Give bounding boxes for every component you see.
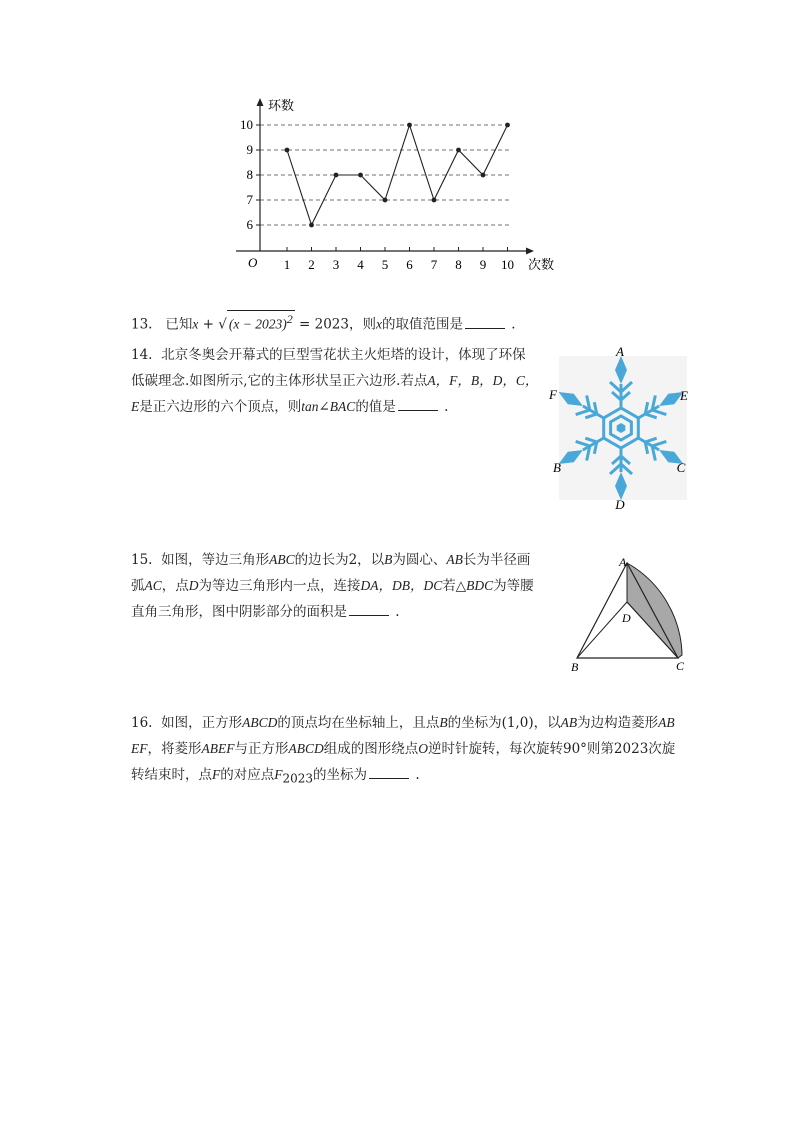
- x-tick-label: 1: [283, 257, 291, 272]
- y-tick-label: 6: [246, 217, 253, 232]
- q15-l1g: 长为半径画: [462, 552, 531, 568]
- q15-l2i: 为等腰: [493, 578, 534, 594]
- line-chart: [230, 92, 570, 282]
- snow-label-b: B: [553, 460, 561, 475]
- data-point-2: [309, 223, 314, 228]
- q13-end: .: [506, 316, 516, 333]
- snow-label-f: F: [549, 387, 557, 402]
- q14-line2b: A，F，B，D，C，: [427, 373, 539, 388]
- q13-radicand: $(x - 2023)^2$: [228, 312, 293, 332]
- chart-grid: [260, 125, 510, 225]
- data-point-6: [407, 123, 412, 128]
- snow-label-d: D: [615, 497, 625, 512]
- x-tick-label: 3: [332, 257, 340, 272]
- q16-l1d: B: [439, 715, 448, 730]
- q16-l2d: 与正方形: [234, 741, 289, 757]
- q16-l2e: ABCD: [288, 741, 324, 756]
- q16-l2h: 逆时针旋转，每次旋转90°则第2023次旋: [428, 741, 676, 757]
- snowflake-figure: [545, 342, 695, 514]
- q16-l2f: 组成的图形绕点: [323, 741, 419, 757]
- q14-answer-blank[interactable]: [398, 396, 438, 411]
- data-point-1: [285, 148, 290, 153]
- q16-l3d: F: [274, 767, 283, 782]
- q16-l3e: 2023: [282, 771, 314, 786]
- snow-label-e: E: [680, 388, 688, 403]
- triangle-figure: [565, 552, 695, 677]
- data-point-4: [358, 173, 363, 178]
- q15-answer-blank[interactable]: [349, 601, 389, 616]
- q13-plus: +: [198, 316, 219, 333]
- q16-number: 16.: [131, 715, 153, 731]
- x-tick-label: 5: [381, 257, 389, 272]
- q15-l1d: B: [384, 552, 393, 567]
- q15-l3a: 直角三角形，图中阴影部分的面积是: [131, 604, 347, 620]
- q14-tan: tan∠BAC: [301, 399, 356, 414]
- q16-l1h: AB: [658, 715, 675, 730]
- q14-line2a: 低碳理念.如图所示,它的主体形状呈正六边形.若点: [131, 373, 428, 389]
- q15-l2a: 弧: [131, 578, 145, 594]
- x-axis-arrow: [526, 248, 534, 255]
- y-axis-arrow: [257, 98, 264, 106]
- q13-eq: = 2023，则: [294, 316, 376, 333]
- tri-label-b: B: [571, 660, 579, 674]
- tri-label-d: D: [622, 611, 631, 625]
- q15-l2f: DA，DB，DC: [360, 578, 443, 593]
- series-line: [287, 125, 508, 225]
- q13-number: 13.: [131, 316, 153, 333]
- q14-line3b: 是正六边形的六个顶点，则: [139, 399, 302, 415]
- q16-l2a: EF: [131, 741, 148, 756]
- q16-l2g: O: [418, 741, 428, 756]
- q15-l1f: AB: [446, 552, 463, 567]
- x-tick-label: 9: [479, 257, 487, 272]
- question-16: [131, 710, 675, 792]
- question-15: [131, 547, 534, 625]
- q16-l1c: 的顶点均在坐标轴上，且点: [277, 715, 440, 731]
- question-14: [131, 342, 538, 420]
- q13-x1: x: [192, 316, 199, 332]
- y-axis-label: 环数: [268, 98, 295, 113]
- q15-end: .: [391, 604, 400, 620]
- q15-l2b: AC: [144, 578, 162, 593]
- q14-number: 14.: [131, 347, 153, 363]
- q15-l1a: 如图，等边三角形: [161, 552, 270, 568]
- chart-axes: [236, 98, 534, 255]
- x-tick-label: 2: [308, 257, 315, 272]
- snow-label-c: C: [676, 460, 686, 475]
- q13-sqrt-sign: √: [218, 316, 227, 333]
- x-tick-label: 8: [455, 257, 462, 272]
- q16-l1b: ABCD: [242, 715, 278, 730]
- q13-x2: x: [375, 316, 382, 332]
- q16-answer-blank[interactable]: [369, 764, 409, 779]
- q13-post: 的取值范围是: [381, 316, 463, 333]
- q16-l2b: ，将菱形: [147, 741, 202, 757]
- q16-l3b: F: [212, 767, 221, 782]
- q15-l1e: 为圆心、: [392, 552, 447, 568]
- q16-end: .: [411, 767, 420, 783]
- tri-label-c: C: [676, 659, 685, 673]
- question-13: [131, 310, 516, 338]
- data-point-8: [456, 148, 461, 153]
- data-point-9: [481, 173, 486, 178]
- data-point-7: [432, 198, 437, 203]
- q13-pre: 已知: [165, 316, 193, 333]
- y-tick-label: 7: [246, 192, 253, 207]
- y-tick-label: 9: [246, 142, 253, 157]
- q15-l2c: ，点: [161, 578, 189, 594]
- y-tick-label: 10: [240, 117, 253, 132]
- q16-l1g: 为边构造菱形: [577, 715, 659, 731]
- x-axis-label: 次数: [528, 257, 555, 272]
- q15-l2h: △BDC: [455, 578, 494, 593]
- q16-l3f: 的坐标为: [313, 767, 368, 783]
- data-point-10: [505, 123, 510, 128]
- q15-l1c: 的边长为2，以: [294, 552, 385, 568]
- q15-l2g: 若: [442, 578, 456, 594]
- data-point-3: [334, 173, 339, 178]
- origin-label: O: [248, 255, 258, 270]
- q14-line3c: 的值是: [355, 399, 396, 415]
- data-point-5: [383, 198, 388, 203]
- q14-line1: 北京冬奥会开幕式的巨型雪花状主火炬塔的设计，体现了环保: [161, 347, 526, 363]
- x-tick-label: 10: [501, 257, 514, 272]
- q16-l1f: AB: [560, 715, 578, 730]
- q13-answer-blank[interactable]: [465, 314, 505, 329]
- q15-l2d: D: [188, 578, 199, 593]
- q15-l1b: ABC: [269, 552, 295, 567]
- q14-end: .: [439, 399, 449, 415]
- x-tick-label: 7: [430, 257, 438, 272]
- q16-l1e: 的坐标为(1,0)，以: [447, 715, 561, 731]
- q16-l3c: 的对应点: [220, 767, 275, 783]
- y-tick-label: 8: [246, 167, 253, 182]
- q15-number: 15.: [131, 552, 153, 568]
- q16-l2c: ABEF: [201, 741, 235, 756]
- q15-l2e: 为等边三角形内一点，连接: [198, 578, 361, 594]
- q14-line3a: E: [131, 399, 140, 414]
- x-tick-label: 6: [406, 257, 413, 272]
- q16-l1a: 如图，正方形: [161, 715, 243, 731]
- x-tick-label: 4: [357, 257, 364, 272]
- snow-label-a: A: [616, 344, 624, 359]
- tri-label-a: A: [619, 555, 627, 569]
- q16-l3a: 转结束时，点: [131, 767, 212, 783]
